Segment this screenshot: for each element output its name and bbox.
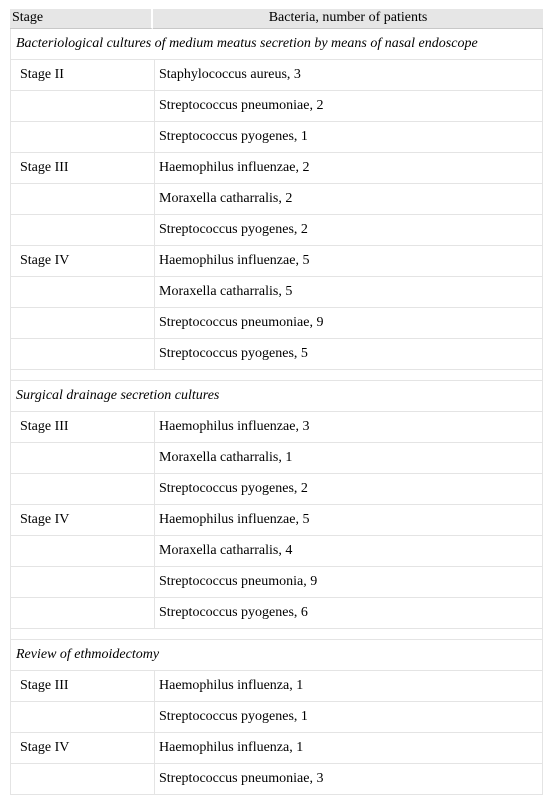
stage-cell [10,536,155,566]
table-row [10,764,543,795]
bacteria-cell: Haemophilus influenza, 1 [155,671,543,701]
bacteria-cell: Haemophilus influenzae, 5 [155,505,543,535]
bacteria-cell: Streptococcus pneumonia, 9 [155,567,543,597]
bacteria-cell: Streptococcus pyogenes, 2 [155,215,543,245]
table-row [10,246,543,277]
stage-cell [10,184,155,214]
bacteria-cell: Streptococcus pneumoniae, 9 [155,308,543,338]
bacteria-cell: Moraxella catharralis, 1 [155,443,543,473]
header-bacteria: Bacteria, number of patients [153,9,543,29]
table-row [10,702,543,733]
stage-cell [10,702,155,732]
section-title: Bacteriological cultures of medium meatus secretion by means of nasal endoscope [10,29,543,60]
bacteria-cell: Haemophilus influenzae, 5 [155,246,543,276]
table-row [10,671,543,702]
bacteria-cell: Streptococcus pyogenes, 1 [155,702,543,732]
table-row [10,536,543,567]
table-row [10,122,543,153]
bacteria-cell: Haemophilus influenza, 1 [155,733,543,763]
stage-cell [10,215,155,245]
table-row [10,567,543,598]
table-row [10,598,543,629]
stage-cell: Stage II [10,60,155,90]
table-row [10,91,543,122]
bacteria-cell: Staphylococcus aureus, 3 [155,60,543,90]
section-spacer [10,370,543,381]
stage-cell [10,91,155,121]
header-stage: Stage [10,9,153,29]
table-row [10,153,543,184]
bacteria-table [10,9,543,795]
bacteria-cell: Streptococcus pyogenes, 5 [155,339,543,369]
table-row [10,184,543,215]
table-header [10,9,543,29]
bacteria-cell: Moraxella catharralis, 2 [155,184,543,214]
table-row [10,215,543,246]
table-row [10,277,543,308]
stage-cell [10,308,155,338]
stage-cell: Stage III [10,412,155,442]
stage-cell: Stage IV [10,246,155,276]
bacteria-cell: Moraxella catharralis, 4 [155,536,543,566]
stage-cell [10,277,155,307]
stage-cell [10,764,155,794]
section-title: Surgical drainage secretion cultures [10,381,543,412]
stage-cell: Stage IV [10,505,155,535]
bacteria-cell: Streptococcus pneumoniae, 3 [155,764,543,794]
table-row [10,443,543,474]
bacteria-cell: Haemophilus influenzae, 2 [155,153,543,183]
bacteria-cell: Streptococcus pneumoniae, 2 [155,91,543,121]
stage-cell: Stage IV [10,733,155,763]
stage-cell [10,474,155,504]
table-row [10,339,543,370]
table-row [10,308,543,339]
table-row [10,733,543,764]
stage-cell [10,443,155,473]
bacteria-cell: Streptococcus pyogenes, 1 [155,122,543,152]
table-row [10,60,543,91]
stage-cell: Stage III [10,153,155,183]
stage-cell: Stage III [10,671,155,701]
bacteria-cell: Haemophilus influenzae, 3 [155,412,543,442]
stage-cell [10,122,155,152]
table-row [10,412,543,443]
bacteria-cell: Streptococcus pyogenes, 2 [155,474,543,504]
stage-cell [10,598,155,628]
stage-cell [10,567,155,597]
table-row [10,505,543,536]
section-title: Review of ethmoidectomy [10,640,543,671]
table-row [10,474,543,505]
stage-cell [10,339,155,369]
section-spacer [10,629,543,640]
bacteria-cell: Streptococcus pyogenes, 6 [155,598,543,628]
bacteria-cell: Moraxella catharralis, 5 [155,277,543,307]
